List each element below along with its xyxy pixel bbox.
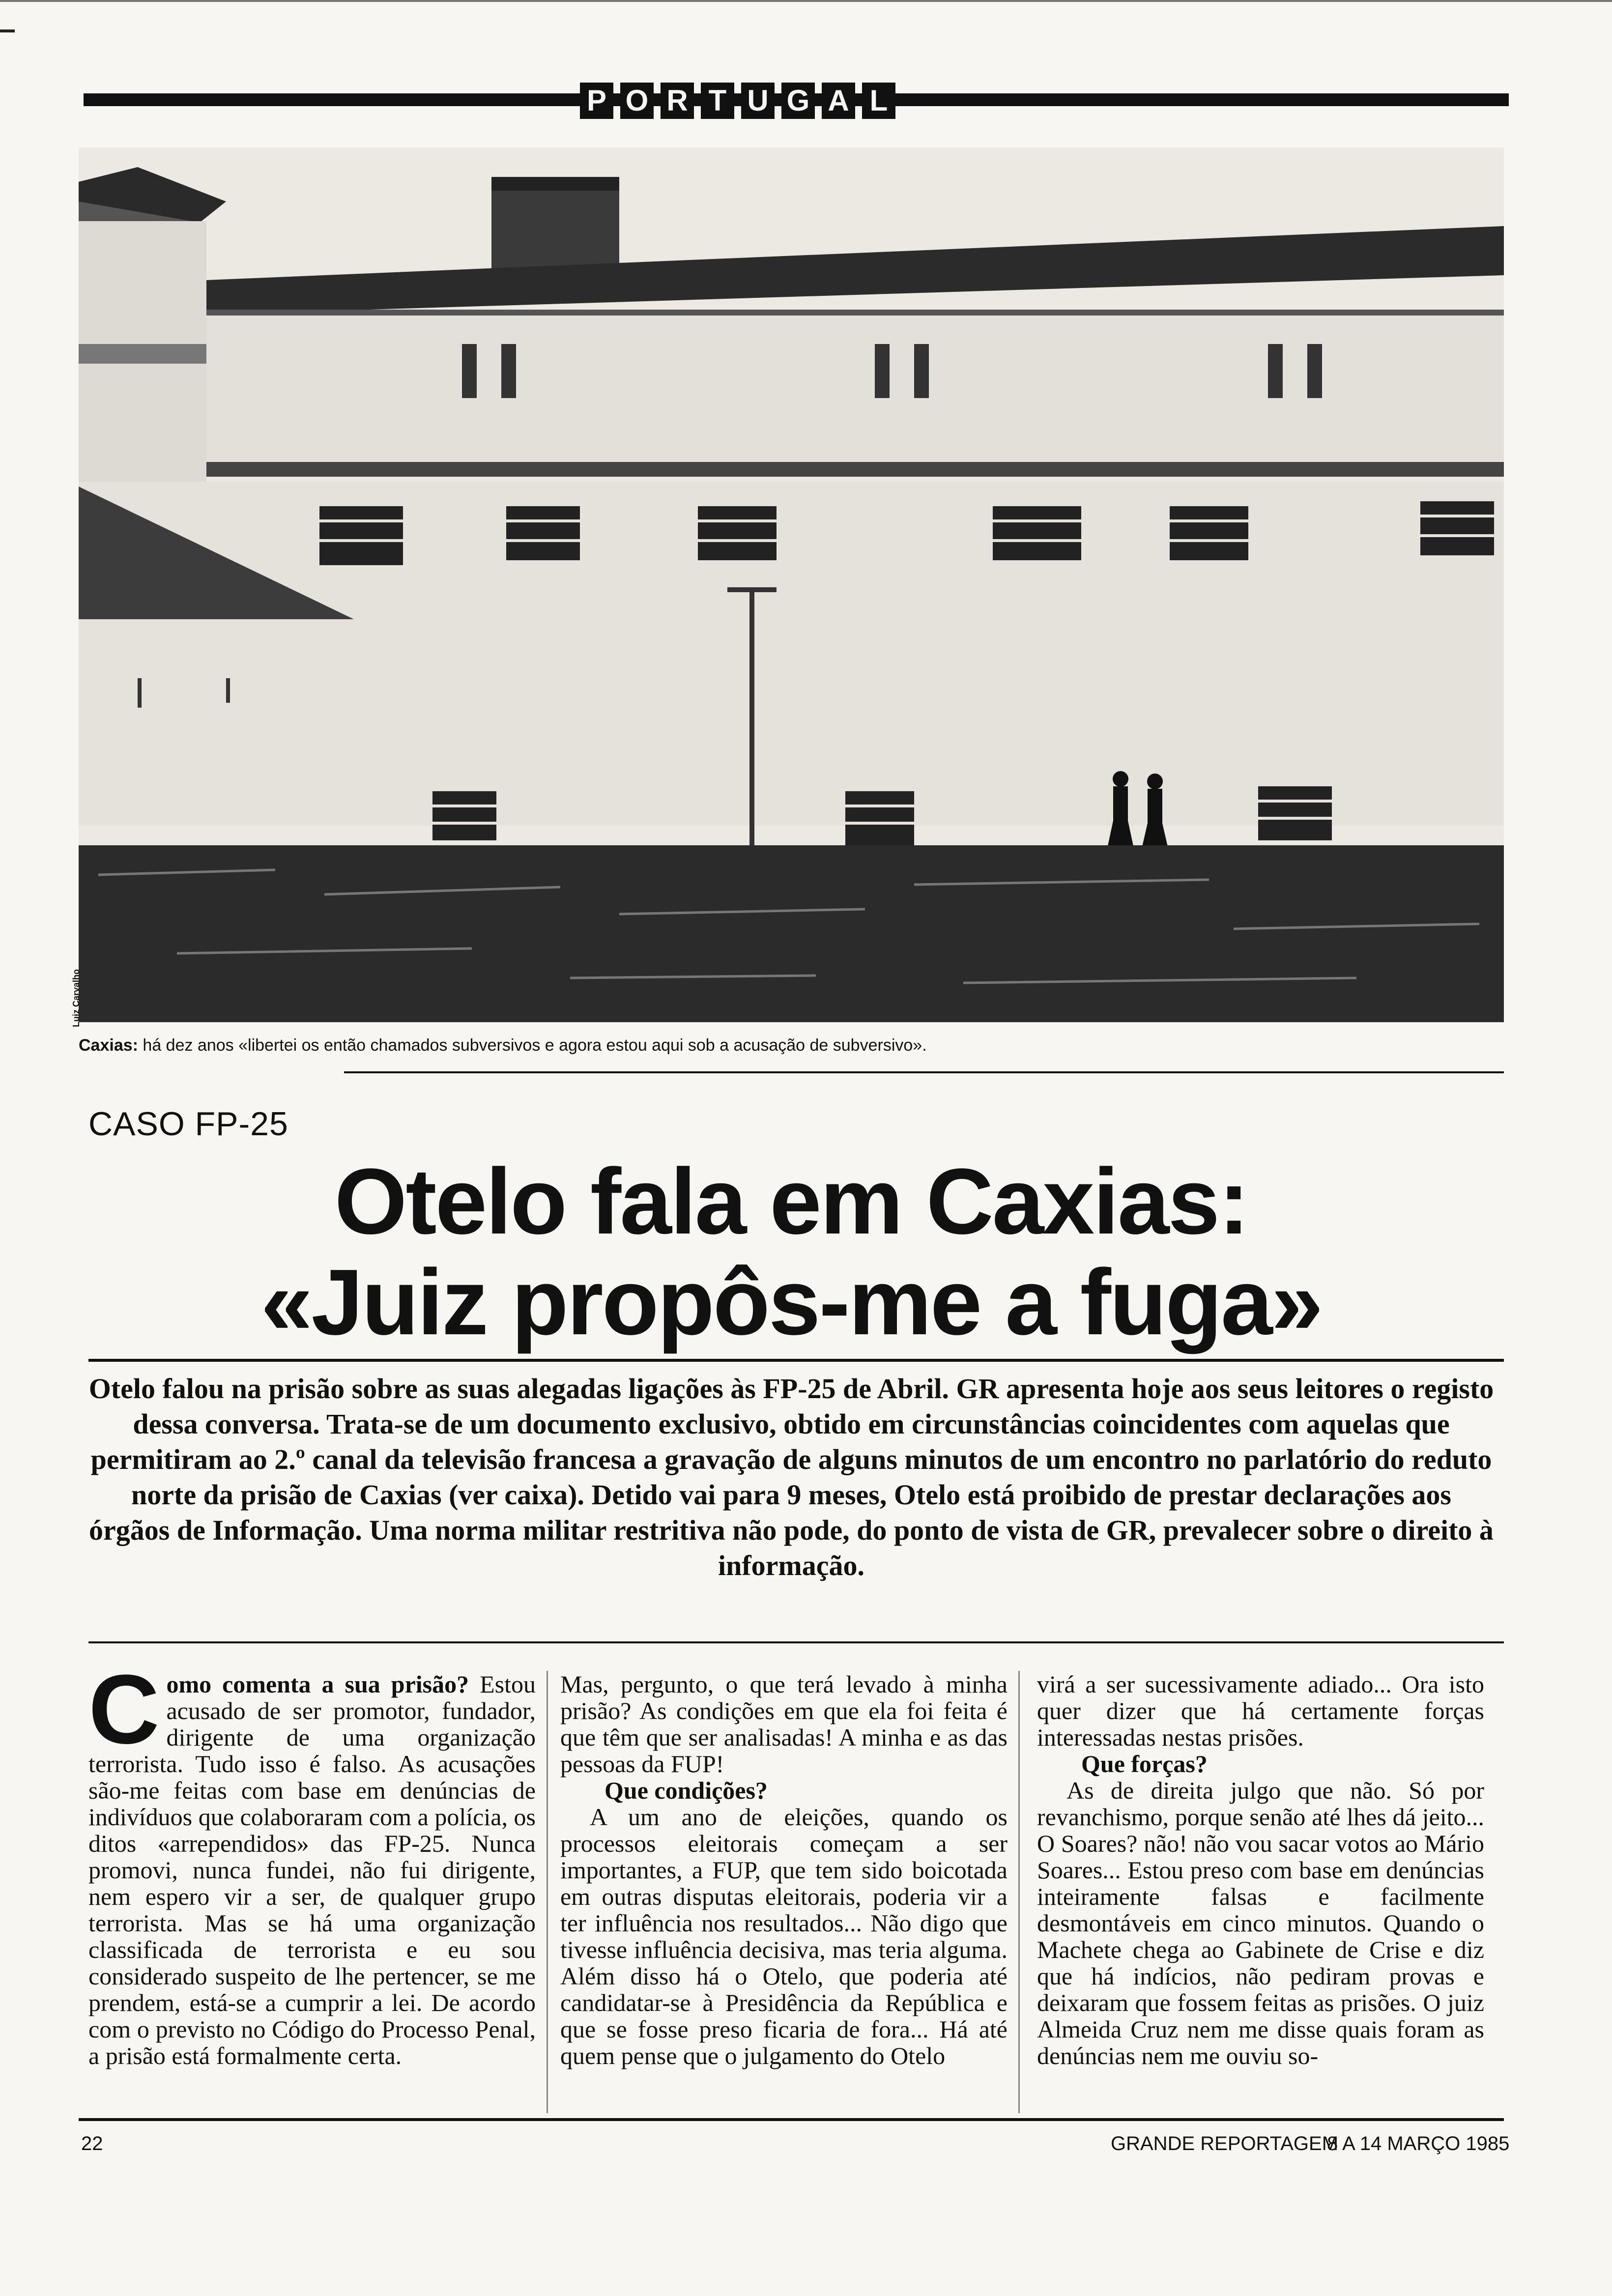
rule-footer [79, 2118, 1504, 2121]
text-column-1 [88, 1671, 536, 2118]
headline-line-2: «Juiz propôs-me a fuga» [260, 1250, 1322, 1354]
caption-text: há dez anos «libertei os então chamados subversivos e agora estou aqui sob a acusação de subversivo». [138, 1036, 927, 1055]
section-letter: R [661, 83, 694, 119]
text-column-2 [560, 1671, 1008, 2118]
section-letter: G [781, 83, 815, 119]
answer-text: Estou acusado de ser promotor, fundador, dirigente de uma organização terrorista. Tudo isso é falso. As acusações são-me feitas com base em denúncias de indivíduos que colaboraram com a polícia, os ditos «arrependidos» das FP-25. Nunca promovi, nunca fundei, não fui dirigente, nem espero vir a ser, de qualquer grupo terrorista. Mas se há uma organização classificada de terrorista e eu sou considerado suspeito de lhe pertencer, se me prendem, está-se a cumprir a lei. De acordo com o previsto no Código do Processo Penal, a prisão está formalmente certa. [88, 1671, 536, 2069]
column-divider [1018, 1671, 1020, 2113]
paragraph: As de direita julgo que não. Só por revanchismo, porque senão até lhes dá jeito... O Soares? não! não vou sacar votos ao Mário Soares... Estou preso com base em denúncias inteiramente falsas e facilmente desmontáveis em cinco minutos. Quando o Machete chega ao Gabinete de Crise e diz que há indícios, não pediram provas e deixaram que fossem feitas as prisões. O juiz Almeida Cruz nem me disse quais foram as denúncias nem me ouviu so- [1037, 1777, 1484, 2069]
paragraph: Mas, pergunto, o que terá levado à minha prisão? As condições em que ela foi feita é que têm que ser analisadas! A minha e as das pessoas da FUP! [560, 1671, 1008, 1778]
text-column-3 [1037, 1671, 1484, 2118]
section-letter: T [701, 83, 734, 119]
section-letter: U [741, 83, 775, 119]
publication-name: GRANDE REPORTAGEM [1111, 2133, 1339, 2154]
column-divider [547, 1671, 548, 2113]
photo-caption [79, 1036, 1504, 1055]
rule-above-columns [88, 1641, 1504, 1643]
rule-under-headline [88, 1359, 1504, 1362]
scan-edge-mark [0, 29, 15, 32]
headline-line-1: Otelo fala em Caxias: [334, 1149, 1248, 1254]
interview-question: omo comenta a sua prisão? [166, 1671, 469, 1698]
prison-photo [79, 147, 1504, 1022]
paragraph: A um ano de eleições, quando os processos eleitorais começam a ser importantes, a FUP, que tem sido boicotada em outras disputas eleitorais, poderia vir a ter influência nos resultados... Não digo que tivesse influência decisiva, mas teria alguma. Além disso há o Otelo, que poderia até candidatar-se à Presidência da República e que se fosse preso ficaria de fora... Há até quem pense que o julgamento do Otelo [560, 1803, 1008, 2069]
section-letter: L [862, 83, 895, 119]
article-lead: Otelo falou na prisão sobre as suas alegadas ligações às FP-25 de Abril. GR apresenta hoje aos seus leitores o registo dessa conversa. Trata-se de um documento exclusivo, obtido em circunstâncias coincidentes com aquelas que permitiram ao 2.º canal da televisão francesa a gravação de alguns minutos de um encontro no parlatório do reduto norte da prisão de Caxias (ver caixa). Detido vai para 9 meses, Otelo está proibido de prestar declarações aos órgãos de Informação. Uma norma militar restritiva não pode, do ponto de vista de GR, prevalecer sobre o direito à informação. [88, 1373, 1494, 1581]
page-number: 22 [81, 2133, 103, 2154]
interview-question: Que condições? [604, 1777, 768, 1804]
issue-dates: 8 A 14 MARÇO 1985 [1327, 2133, 1510, 2154]
section-letter: P [580, 83, 613, 119]
rule-under-caption [344, 1071, 1504, 1073]
scan-edge-mark [0, 0, 1612, 2]
section-letter: O [620, 83, 654, 119]
photo-credit: Luiz Carvalho [71, 969, 81, 1027]
section-name [580, 83, 895, 119]
article-kicker: CASO FP-25 [88, 1105, 288, 1143]
paragraph: virá a ser sucessivamente adiado... Ora isto quer dizer que há certamente forças interessadas nestas prisões. [1037, 1671, 1484, 1751]
interview-question: Que forças? [1081, 1750, 1208, 1778]
caption-lead: Caxias: [79, 1036, 138, 1055]
drop-cap: C [88, 1671, 160, 1764]
section-letter: A [822, 83, 855, 119]
